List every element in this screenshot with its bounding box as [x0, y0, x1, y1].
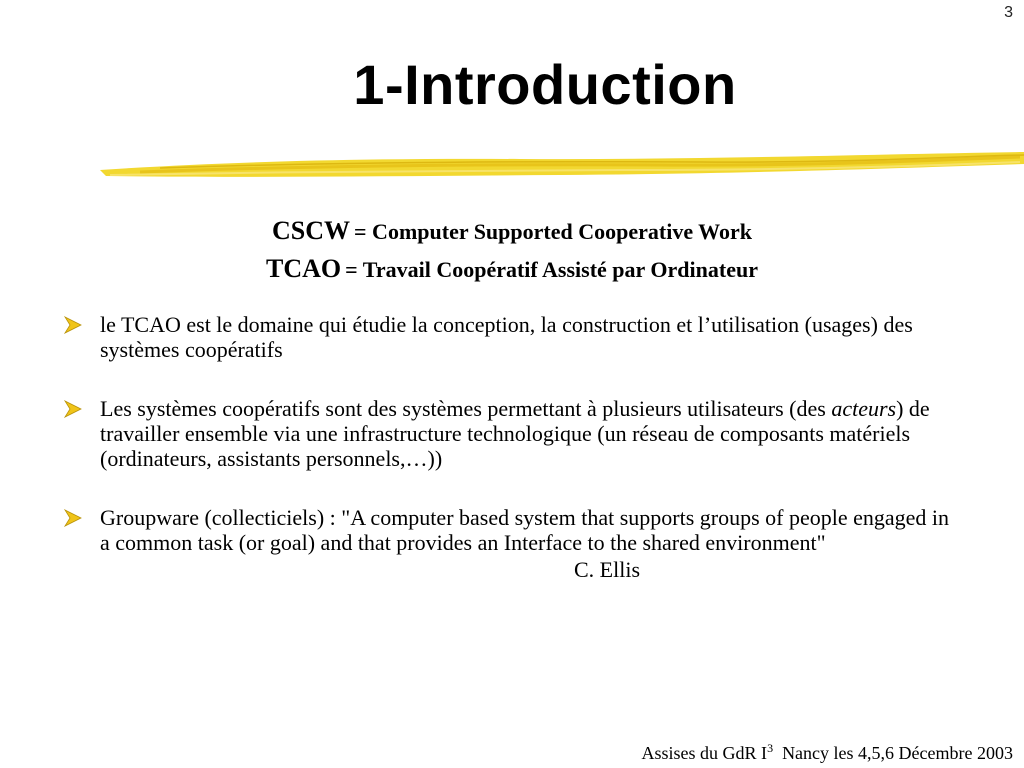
- bullet-text-continued: ) de travailler ensemble via une infrastructure technologique (un réseau de composants matériels (ordinateurs, assistants personnels,…)): [100, 396, 930, 471]
- footer: [642, 741, 1013, 764]
- title-underline-brushstroke: [100, 148, 1024, 184]
- bullet-list: [60, 312, 960, 616]
- expansion-cscw: = Computer Supported Cooperative Work: [354, 219, 752, 244]
- footer-superscript: 3: [767, 741, 774, 755]
- slide-title: 1-Introduction: [353, 53, 737, 116]
- bullet-text: Groupware (collecticiels) : "A computer based system that supports groups of people engaged in a common task (or goal) and that provides an Interface to the shared environment": [100, 505, 950, 555]
- bullet-text: le TCAO est le domaine qui étudie la conception, la construction et l’utilisation (usages) des systèmes coopératifs: [100, 312, 913, 362]
- quote-attribution: C. Ellis: [574, 557, 641, 582]
- bullet-italic-term: acteurs: [831, 396, 897, 421]
- arrowhead-bullet-icon: [64, 316, 82, 334]
- definition-tcao: [0, 252, 1024, 290]
- bullet-text: Les systèmes coopératifs sont des systèmes permettant à plusieurs utilisateurs (des: [100, 396, 832, 421]
- slide-number: 3: [1004, 4, 1013, 21]
- acronym-cscw: CSCW: [272, 216, 351, 245]
- arrowhead-bullet-icon: [64, 509, 82, 527]
- bullet-item: [60, 505, 960, 582]
- footer-prefix: Assises du GdR I: [641, 743, 768, 763]
- definition-cscw: [0, 214, 1024, 252]
- acronym-tcao: TCAO: [266, 254, 342, 283]
- arrowhead-bullet-icon: [64, 400, 82, 418]
- footer-suffix: Nancy les 4,5,6 Décembre 2003: [782, 743, 1013, 763]
- expansion-tcao: = Travail Coopératif Assisté par Ordinateur: [345, 257, 758, 282]
- definitions: [0, 214, 1024, 290]
- bullet-item: [60, 396, 960, 471]
- bullet-item: [60, 312, 960, 362]
